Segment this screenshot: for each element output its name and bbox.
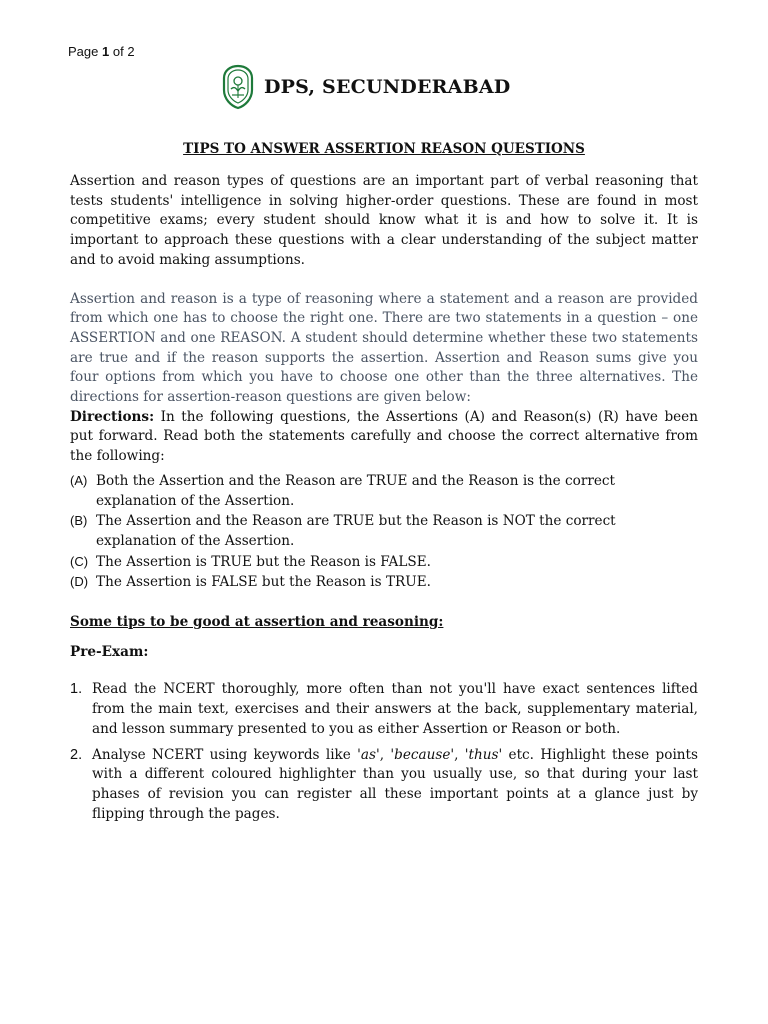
- tip-text: Read the NCERT thoroughly, more often than not you'll have exact sentences lifted from the main text, exercises and their answers at the back, supplementary material, and lesson summary presented to you as either Assertion or Reason or both.: [92, 681, 698, 737]
- keyword-as: 'as': [357, 746, 380, 763]
- option-key: (C): [70, 553, 89, 569]
- page-total: 2: [127, 44, 135, 59]
- pre-exam-heading: Pre-Exam:: [70, 643, 149, 660]
- option-key: (D): [70, 574, 89, 590]
- explanation-paragraph: Assertion and reason is a type of reasoning where a statement and a reason are provided from which one has to choose the right one. There are two statements in a question – one ASSERTION and one REASON. A student should determine whether these two statements are true and if the reason supports the assertion. Assertion and Reason sums give you four options from which you have to choose one other than the three alternatives. The directions for assertion-reason questions are given below:: [70, 290, 698, 406]
- page-of: of: [112, 44, 124, 59]
- directions-text: In the following questions, the Assertions (A) and Reason(s) (R) have been put forward. Read both the statements carefully and choose the correct alternative from the following:: [70, 408, 698, 465]
- option-key: (B): [70, 513, 88, 529]
- tip-number: 1.: [70, 681, 83, 698]
- document-title: TIPS TO ANSWER ASSERTION REASON QUESTIONS: [183, 141, 585, 157]
- tips-list: [70, 680, 698, 824]
- option-text: The Assertion is FALSE but the Reason is TRUE.: [96, 574, 431, 591]
- option-text: The Assertion is TRUE but the Reason is FALSE.: [96, 553, 431, 570]
- page-number: [68, 44, 135, 59]
- document-body: [70, 172, 698, 830]
- page-current: 1: [102, 44, 110, 59]
- tip-text: [92, 746, 698, 825]
- document-header: [220, 64, 510, 110]
- option-text: Both the Assertion and the Reason are TRUE and the Reason is the correct explanation of the Assertion.: [96, 472, 615, 509]
- directions-label: Directions:: [70, 408, 155, 425]
- page-label: Page: [68, 44, 99, 59]
- option-key: (A): [70, 472, 88, 488]
- tip-text-start: Analyse NCERT using keywords like: [92, 746, 358, 763]
- tip-item: [70, 680, 698, 739]
- keyword-thus: 'thus': [464, 746, 503, 763]
- option-text: The Assertion and the Reason are TRUE but the Reason is NOT the correct explanation of the Assertion.: [96, 513, 616, 549]
- intro-paragraph: Assertion and reason types of questions are an important part of verbal reasoning that tests students' intelligence in solving higher-order questions. These are found in most competitive exams; every student should know what it is and how to solve it. It is important to approach these questions with a clear understanding of the subject matter and to avoid making assumptions.: [70, 173, 698, 268]
- keyword-separator: ,: [454, 746, 465, 763]
- tips-heading: Some tips to be good at assertion and reasoning:: [70, 614, 444, 631]
- option-b: [70, 511, 698, 551]
- options-list: [70, 471, 698, 593]
- dps-school-crest-icon: [220, 64, 256, 110]
- directions-paragraph: [70, 408, 698, 467]
- tip-item: [70, 746, 698, 825]
- option-a: [70, 471, 698, 511]
- tip-number: 2.: [70, 746, 83, 763]
- tip-text-end: etc. Highlight these points with a different coloured highlighter than you usually use, so that during your last phases of revision you can register all these important points at a glance just by flipping through the pages.: [92, 746, 698, 822]
- keyword-because: 'because': [390, 746, 455, 763]
- option-d: [70, 572, 698, 593]
- school-name: DPS, SECUNDERABAD: [264, 76, 511, 98]
- keyword-separator: ,: [379, 746, 391, 763]
- option-c: [70, 552, 698, 573]
